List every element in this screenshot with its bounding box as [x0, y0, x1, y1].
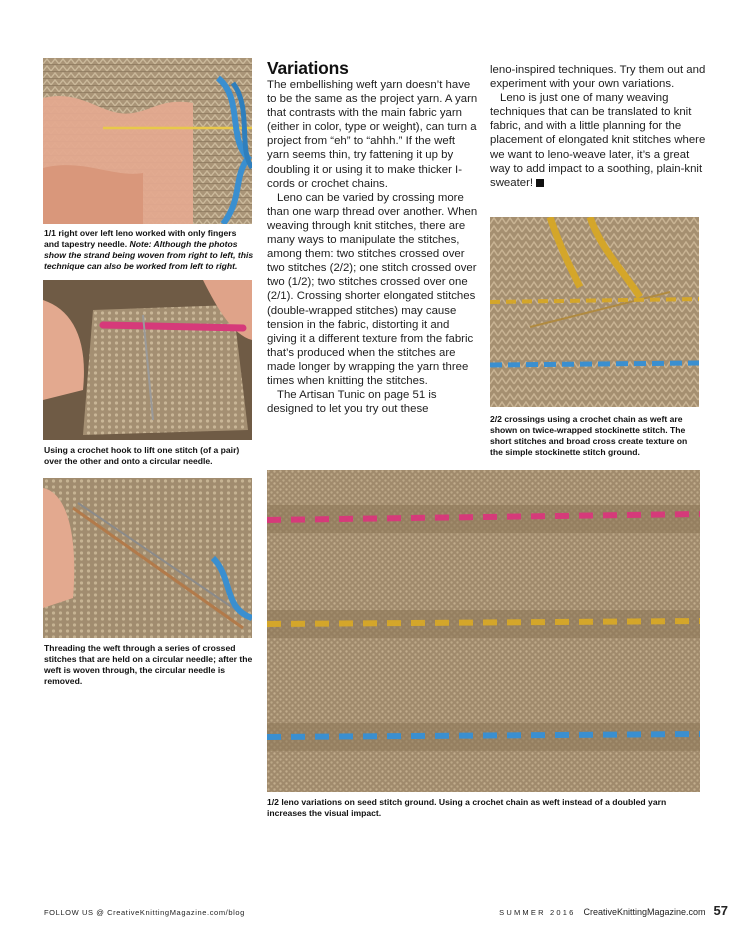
section-heading: Variations: [267, 58, 349, 78]
photo-seed-stitch-variations: [267, 470, 700, 792]
page-number: 57: [713, 903, 728, 918]
footer-follow: FOLLOW US @ CreativeKnittingMagazine.com/blog: [44, 908, 245, 917]
paragraph: The Artisan Tunic on page 51 is designed to let you try out these: [267, 389, 437, 416]
paragraph: Leno can be varied by crossing more than one warp thread over another. When weaving through knit stitches, there are many ways to manipulate the stitches, among them: two stitches crossed over two stitches (2/2); one stitch crossed over two (1/2); two stitches crossed over one (2/1). Crossing shorter elongated stitches (double-wrapped stitches) may cause tension in the fabric, distorting it and giving it a different texture from the fabric that’s produced when the stitches are made longer by wrapping the yarn three times when knitting the stitches.: [267, 191, 478, 387]
caption-photo-5: 1/2 leno variations on seed stitch ground. Using a crochet chain as weft instead of a doubled yarn increases the visual impact.: [267, 797, 667, 818]
photo-leno-fingers: [43, 58, 252, 224]
end-mark-icon: [536, 179, 544, 187]
paragraph: leno-inspired techniques. Try them out and experiment with your own variations.: [490, 64, 706, 91]
footer-page-info: [499, 903, 728, 918]
photo-threading-weft: [43, 478, 252, 638]
caption-photo-2: Using a crochet hook to lift one stitch (of a pair) over the other and onto a circular needle.: [44, 445, 240, 466]
paragraph: Leno is just one of many weaving techniques that can be translated to knit fabric, and with a little planning for the placement of elongated knit stitches where we want to leno-weave later, it’s a great way to add impact to a soothing, plain-knit sweater!: [490, 92, 706, 189]
photo-crochet-chain-weft: [490, 217, 699, 407]
caption-photo-4: 2/2 crossings using a crochet chain as weft are shown on twice-wrapped stockinette stitch. The short stitches and broad cross create texture on the simple stockinette stitch ground.: [490, 414, 688, 457]
photo-crochet-hook: [43, 280, 252, 440]
paragraph: The embellishing weft yarn doesn’t have to be the same as the project yarn. A yarn that contrasts with the main fabric yarn (either in color, type or weight), can turn a project from “eh” to “ahhh.” If the weft yarn seems thin, try fattening it up by doubling it or using it to make thicker I-cords or crochet chains.: [267, 79, 478, 190]
footer-season: SUMMER 2016: [499, 908, 576, 917]
caption-photo-3: Threading the weft through a series of crossed stitches that are held on a circular needle; after the weft is woven through, the circular needle is removed.: [44, 643, 253, 686]
body-column-2: [490, 63, 706, 190]
caption-photo-1: 1/1 right over left leno worked with only fingers and tapestry needle. Note: Although the photos show the strand being woven from right to left, this technique can also be worked from left to right.: [44, 228, 254, 271]
body-column-1: [267, 78, 479, 416]
footer-site: CreativeKnittingMagazine.com: [583, 907, 706, 917]
